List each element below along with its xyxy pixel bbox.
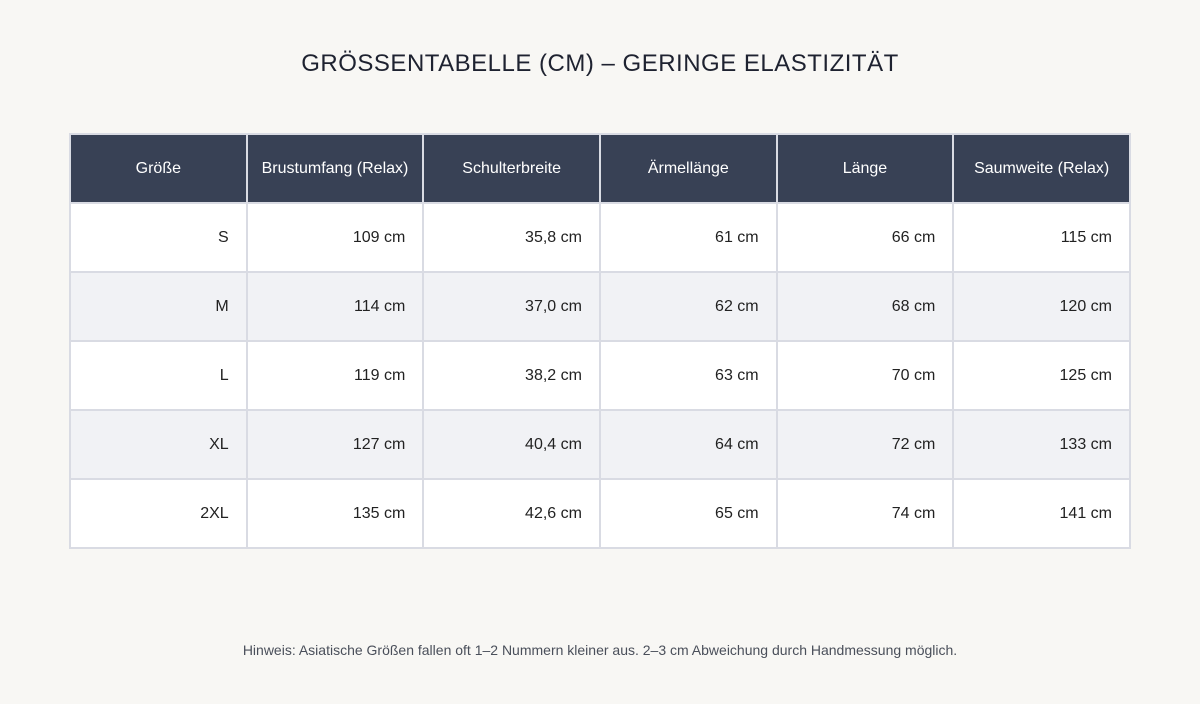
table-header-row [70,134,1130,203]
cell-hem: 120 cm [953,272,1130,341]
cell-shoulder: 37,0 cm [423,272,600,341]
cell-sleeve: 63 cm [600,341,777,410]
table-row [70,272,1130,341]
cell-sleeve: 65 cm [600,479,777,548]
cell-chest: 135 cm [247,479,424,548]
cell-sleeve: 62 cm [600,272,777,341]
cell-chest: 114 cm [247,272,424,341]
cell-shoulder: 35,8 cm [423,203,600,272]
cell-length: 72 cm [777,410,954,479]
cell-sleeve: 64 cm [600,410,777,479]
header-length: Länge [777,134,954,203]
header-sleeve: Ärmellänge [600,134,777,203]
header-hem: Saumweite (Relax) [953,134,1130,203]
cell-hem: 141 cm [953,479,1130,548]
cell-chest: 127 cm [247,410,424,479]
header-size: Größe [70,134,247,203]
table-row [70,410,1130,479]
cell-shoulder: 42,6 cm [423,479,600,548]
cell-shoulder: 40,4 cm [423,410,600,479]
table-row [70,479,1130,548]
cell-chest: 109 cm [247,203,424,272]
cell-shoulder: 38,2 cm [423,341,600,410]
cell-chest: 119 cm [247,341,424,410]
cell-length: 66 cm [777,203,954,272]
cell-size: 2XL [70,479,247,548]
cell-length: 68 cm [777,272,954,341]
page-title: GRÖSSENTABELLE (CM) – GERINGE ELASTIZITÄT [301,50,899,77]
cell-size: L [70,341,247,410]
cell-hem: 133 cm [953,410,1130,479]
cell-length: 74 cm [777,479,954,548]
footnote: Hinweis: Asiatische Größen fallen oft 1–2 Nummern kleiner aus. 2–3 cm Abweichung durch Handmessung möglich. [242,642,958,658]
cell-size: S [70,203,247,272]
cell-hem: 115 cm [953,203,1130,272]
cell-length: 70 cm [777,341,954,410]
cell-size: M [70,272,247,341]
table-row [70,341,1130,410]
header-shoulder: Schulterbreite [423,134,600,203]
cell-size: XL [70,410,247,479]
header-chest: Brustumfang (Relax) [247,134,424,203]
table-row [70,203,1130,272]
cell-sleeve: 61 cm [600,203,777,272]
size-table [69,133,1131,549]
cell-hem: 125 cm [953,341,1130,410]
